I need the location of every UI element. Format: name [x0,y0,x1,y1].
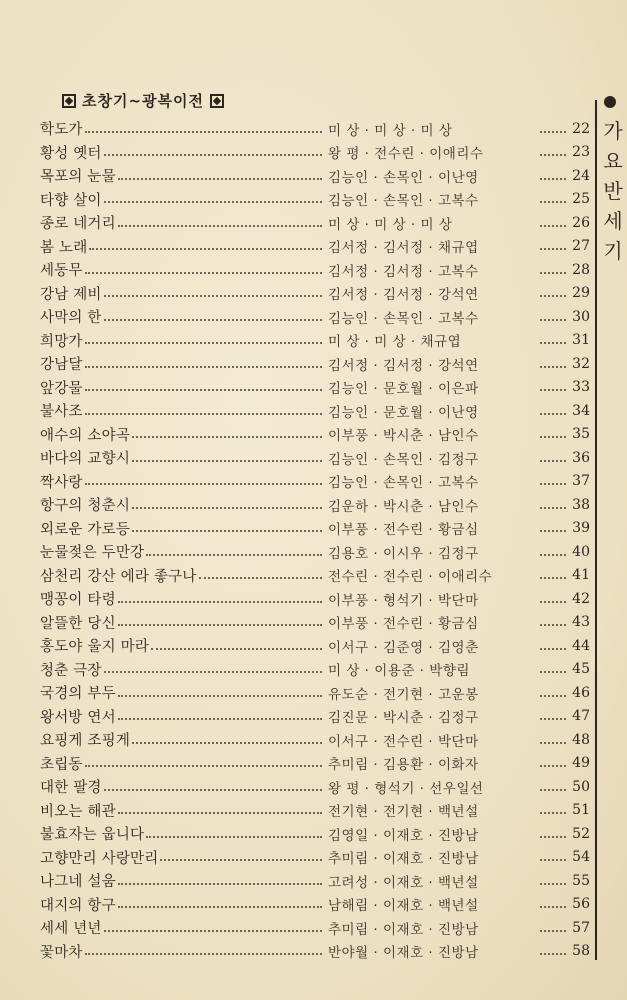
song-credits: 이부풍 · 전수린 · 황금심 [328,616,479,633]
song-credits: 이부풍 · 박시춘 · 남인수 [328,428,479,445]
page-number: 52 [572,825,590,842]
page-number: 22 [572,120,590,137]
dot-leader [104,201,322,203]
song-title: 강남달 [40,357,83,374]
song-credits: 유도순 · 전기현 · 고운봉 [328,686,479,703]
toc-entry [40,893,590,917]
dot-leader [85,342,322,344]
song-credits: 김서정 · 김서정 · 채규엽 [328,240,479,257]
toc-entry [40,681,590,705]
dot-leader [85,765,322,767]
song-title: 목포의 눈물 [40,169,116,186]
song-title: 세동무 [40,263,83,280]
dot-leader [540,201,566,203]
page-number: 24 [572,167,590,184]
toc-entry [40,493,590,517]
dot-leader [540,953,566,955]
song-credits: 김능인 · 손목인 · 이난영 [328,169,479,186]
song-title: 나그네 설움 [40,874,116,891]
song-credits: 이서구 · 전수린 · 박단마 [328,733,479,750]
dot-leader [540,131,566,133]
toc-entry [40,352,590,376]
dot-leader [540,342,566,344]
dot-leader [132,507,322,509]
song-credits: 남해림 · 이재호 · 백년설 [328,898,479,915]
dot-leader [118,883,322,885]
page-number: 54 [572,849,590,866]
toc-entry [40,658,590,682]
song-title: 봄 노래 [40,239,88,256]
dot-leader [540,695,566,697]
dot-leader [146,554,322,556]
song-title: 항구의 청춘시 [40,498,131,515]
page-number: 37 [572,473,590,490]
dot-leader [118,624,322,626]
page-number: 35 [572,426,590,443]
dot-leader [540,742,566,744]
toc-entry [40,564,590,588]
dot-leader [540,178,566,180]
toc-entry [40,117,590,141]
toc-entry [40,423,590,447]
toc-entry [40,305,590,329]
toc-entry [40,916,590,940]
toc-entry [40,188,590,212]
toc-entry [40,540,590,564]
song-credits: 이부풍 · 전수린 · 황금심 [328,522,479,539]
dot-leader [85,413,322,415]
page-number: 48 [572,731,590,748]
dot-leader [540,507,566,509]
dot-leader [85,389,322,391]
side-title-char: 반 [603,179,623,203]
dot-leader [151,648,322,650]
side-title-char: 가 [603,119,623,143]
dot-leader [85,366,322,368]
dot-leader [85,953,322,955]
song-title: 왕서방 연서 [40,709,116,726]
song-credits: 김능인 · 손목인 · 고복수 [328,193,479,210]
dot-leader [540,577,566,579]
dot-leader [132,742,322,744]
page-number: 34 [572,402,590,419]
page-number: 57 [572,919,590,936]
song-credits: 왕 평 · 형석기 · 선우일선 [328,780,484,797]
page-number: 32 [572,355,590,372]
toc-entry [40,258,590,282]
dot-leader [104,319,322,321]
page-number: 51 [572,802,590,819]
dot-leader [104,295,322,297]
song-title: 사막의 한 [40,310,102,327]
page-number: 42 [572,590,590,607]
dot-leader [540,624,566,626]
song-credits: 김능인 · 문호월 · 이은파 [328,381,479,398]
song-credits: 고려성 · 이재호 · 백년설 [328,874,479,891]
song-credits: 미 상 · 이용준 · 박향림 [328,663,470,680]
song-title: 초립동 [40,756,83,773]
page-number: 47 [572,708,590,725]
song-credits: 추미림 · 이재호 · 진방남 [328,851,479,868]
song-title: 불효자는 웁니다 [40,827,145,844]
song-credits: 김능인 · 손목인 · 김정구 [328,451,479,468]
dot-leader [540,366,566,368]
diamond-bullet-icon [210,94,224,108]
song-credits: 미 상 · 미 상 · 미 상 [328,122,453,139]
dot-leader [540,460,566,462]
page-number: 44 [572,637,590,654]
song-credits: 김서정 · 김서정 · 강석연 [328,287,479,304]
toc-entry [40,446,590,470]
dot-leader [118,695,322,697]
song-credits: 전수린 · 전수린 · 이애리수 [328,569,493,586]
dot-leader [540,718,566,720]
song-title: 종로 네거리 [40,216,116,233]
page-number: 29 [572,285,590,302]
dot-leader [199,577,323,579]
song-title: 황성 옛터 [40,145,102,162]
dot-leader [540,789,566,791]
dot-leader [540,859,566,861]
toc-entry [40,869,590,893]
page-number: 38 [572,496,590,513]
page-number: 45 [572,661,590,678]
dot-leader [540,554,566,556]
toc-entry [40,775,590,799]
dot-leader [540,836,566,838]
toc-entry [40,376,590,400]
song-credits: 김서정 · 김서정 · 고복수 [328,263,479,280]
dot-leader [118,601,322,603]
dot-leader [160,859,322,861]
toc-entry [40,705,590,729]
dot-leader [540,225,566,227]
dot-leader [104,671,322,673]
song-title: 앞강물 [40,380,83,397]
page-number: 50 [572,778,590,795]
song-title: 애수의 소야곡 [40,427,131,444]
song-credits: 김진문 · 박시춘 · 김정구 [328,710,479,727]
toc-entry [40,728,590,752]
song-credits: 김영일 · 이재호 · 진방남 [328,827,479,844]
toc-entry [40,846,590,870]
song-title: 요핑게 조핑게 [40,733,131,750]
song-title: 비오는 해관 [40,803,116,820]
toc-entry [40,399,590,423]
toc-entry [40,634,590,658]
song-title: 청춘 극장 [40,662,102,679]
song-credits: 전기현 · 전기현 · 백년설 [328,804,479,821]
song-credits: 김서정 · 김서정 · 강석연 [328,357,479,374]
song-title: 고향만리 사랑만리 [40,850,159,867]
dot-leader [540,530,566,532]
dot-leader [89,248,322,250]
page-number: 56 [572,896,590,913]
side-rule [595,100,597,960]
dot-leader [104,154,322,156]
dot-leader [118,812,322,814]
dot-leader [540,648,566,650]
diamond-bullet-icon [62,94,76,108]
song-credits: 반야월 · 이재호 · 진방남 [328,945,479,962]
dot-leader [540,436,566,438]
dot-leader [118,178,322,180]
song-title: 대지의 항구 [40,897,116,914]
page-number: 26 [572,214,590,231]
dot-leader [540,812,566,814]
dot-leader [104,930,322,932]
song-credits: 미 상 · 미 상 · 미 상 [328,216,453,233]
page-number: 46 [572,684,590,701]
song-credits: 김용호 · 이시우 · 김정구 [328,545,479,562]
page-number: 30 [572,308,590,325]
page-number: 55 [572,872,590,889]
dot-leader [540,319,566,321]
dot-leader [85,483,322,485]
table-of-contents [40,117,590,963]
song-title: 눈물젖은 두만강 [40,545,145,562]
toc-entry [40,211,590,235]
toc-entry [40,940,590,964]
dot-leader [540,483,566,485]
section-title: 초창기~광복이전 [82,92,204,110]
dot-leader [540,389,566,391]
dot-leader [540,272,566,274]
song-title: 외로운 가로등 [40,521,131,538]
toc-entry [40,822,590,846]
song-title: 희망가 [40,333,83,350]
dot-leader [540,906,566,908]
song-credits: 미 상 · 미 상 · 채규엽 [328,334,462,351]
dot-leader [118,718,322,720]
song-credits: 김능인 · 문호월 · 이난영 [328,404,479,421]
song-credits: 김능인 · 손목인 · 고복수 [328,475,479,492]
song-credits: 김운하 · 박시춘 · 남인수 [328,498,479,515]
toc-entry [40,141,590,165]
side-bullet-icon [604,96,616,108]
page-number: 49 [572,755,590,772]
toc-entry [40,164,590,188]
page-number: 39 [572,520,590,537]
song-title: 국경의 부두 [40,686,116,703]
song-title: 바다의 교향시 [40,451,131,468]
song-title: 타향 살이 [40,192,102,209]
song-title: 세세 년년 [40,921,102,938]
page-number: 33 [572,379,590,396]
side-title-char: 요 [603,149,623,173]
toc-entry [40,329,590,353]
dot-leader [132,436,322,438]
toc-entry [40,282,590,306]
dot-leader [540,295,566,297]
dot-leader [118,225,322,227]
page-number: 40 [572,543,590,560]
toc-entry [40,470,590,494]
section-header [62,90,224,111]
toc-entry [40,517,590,541]
song-title: 삼천리 강산 에라 좋구나 [40,568,197,585]
page-number: 41 [572,567,590,584]
page-number: 28 [572,261,590,278]
dot-leader [85,272,322,274]
dot-leader [118,906,322,908]
toc-entry [40,752,590,776]
dot-leader [540,883,566,885]
page-number: 58 [572,943,590,960]
dot-leader [540,671,566,673]
toc-entry [40,587,590,611]
page-number: 27 [572,238,590,255]
song-title: 맹꽁이 타령 [40,592,116,609]
dot-leader [132,530,322,532]
dot-leader [540,930,566,932]
dot-leader [540,154,566,156]
song-title: 홍도야 울지 마라 [40,639,150,656]
song-credits: 왕 평 · 전수린 · 이애리수 [328,146,484,163]
dot-leader [540,413,566,415]
page-number: 36 [572,449,590,466]
song-credits: 추미림 · 김용환 · 이화자 [328,757,479,774]
song-credits: 추미림 · 이재호 · 진방남 [328,921,479,938]
dot-leader [540,601,566,603]
page-number: 31 [572,332,590,349]
song-title: 대한 팔경 [40,780,102,797]
page-number: 43 [572,614,590,631]
toc-entry [40,799,590,823]
side-title [601,116,625,266]
side-title-char: 기 [603,239,623,263]
dot-leader [132,460,322,462]
dot-leader [540,765,566,767]
song-credits: 김능인 · 손목인 · 고복수 [328,310,479,327]
song-title: 학도가 [40,122,83,139]
page-number: 23 [572,144,590,161]
song-title: 강남 제비 [40,286,102,303]
song-credits: 이부풍 · 형석기 · 박단마 [328,592,479,609]
dot-leader [146,836,322,838]
song-title: 꽃마차 [40,944,83,961]
dot-leader [85,131,322,133]
song-title: 불사조 [40,404,83,421]
dot-leader [104,789,322,791]
song-title: 알뜰한 당신 [40,615,116,632]
song-title: 짝사랑 [40,474,83,491]
toc-entry [40,235,590,259]
page-number: 25 [572,191,590,208]
dot-leader [540,248,566,250]
side-title-char: 세 [603,209,623,233]
song-credits: 이서구 · 김준영 · 김영춘 [328,639,479,656]
toc-entry [40,611,590,635]
